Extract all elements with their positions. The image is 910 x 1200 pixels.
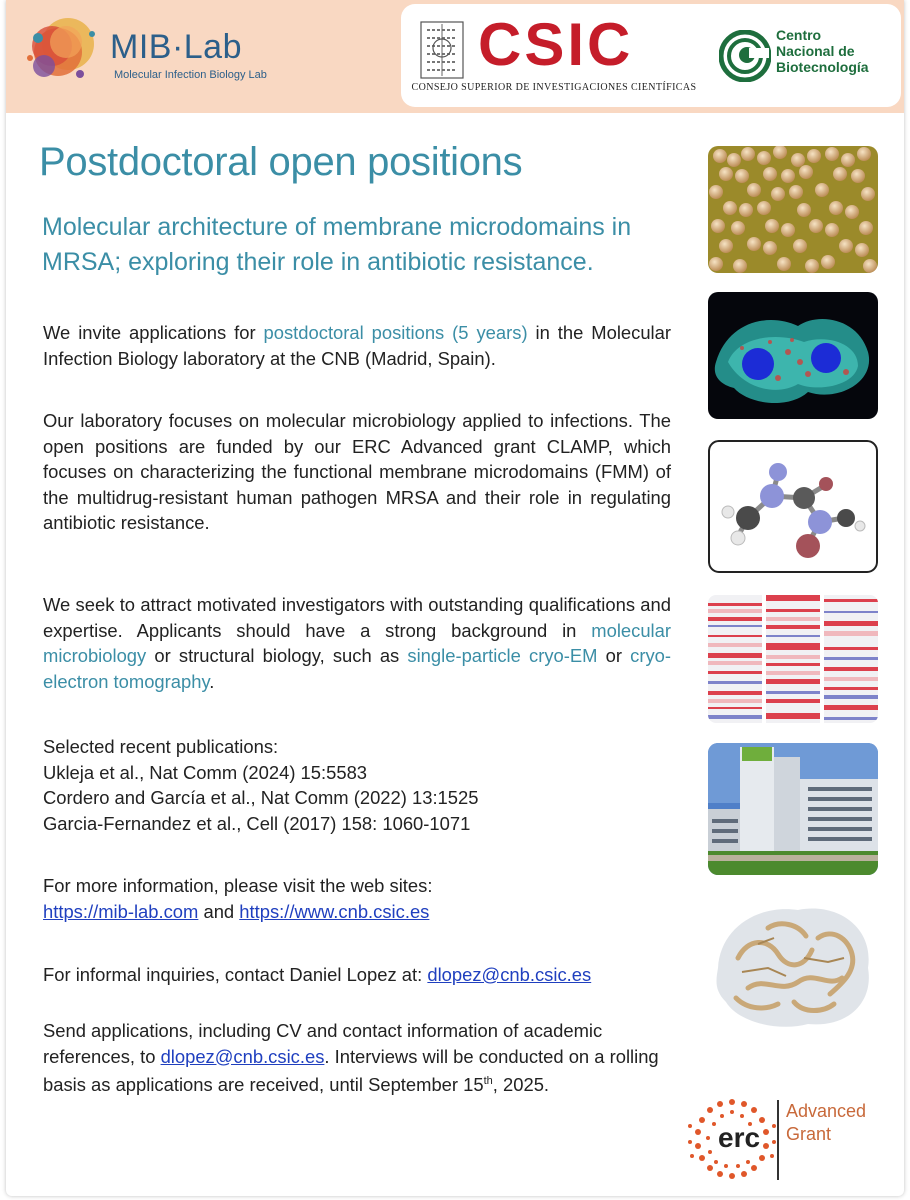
protein-structure-image: [708, 898, 878, 1032]
mib-lab-title: MIB·Lab: [110, 28, 242, 66]
req-text-2: or structural biology, such as: [146, 645, 408, 666]
info-and: and: [198, 900, 240, 922]
cnb-logo-icon: [719, 30, 771, 82]
req-text-4: .: [209, 670, 215, 692]
requirements-paragraph: [43, 592, 671, 694]
institution-logos: [401, 4, 901, 107]
req-text-1: We seek to attract motivated investigators with outstanding qualifications and expertise. Applicants should have a strong background in: [43, 594, 671, 641]
publication-item: Garcia-Fernandez et al., Cell (2017) 158: 1060-1071: [43, 812, 471, 834]
cnb-link[interactable]: https://www.cnb.csic.es: [239, 900, 430, 922]
csic-subtitle: CONSEJO SUPERIOR DE INVESTIGACIONES CIENTÍFICAS: [411, 82, 697, 93]
applications-email-link[interactable]: dlopez@cnb.csic.es: [160, 1045, 325, 1067]
lab-focus-paragraph: Our laboratory focuses on molecular microbiology applied to infections. The open positions are funded by our ERC Advanced grant CLAMP, which focuses on characterizing the functional membrane microdomains (FMM) of the multidrug-resistant human pathogen MRSA and their role in regulating antibiotic resistance.: [43, 410, 671, 533]
info-section: [43, 873, 683, 924]
erc-divider: [777, 1100, 779, 1180]
req-text-3: or: [597, 645, 631, 666]
publications-heading: Selected recent publications:: [43, 736, 279, 757]
heatmap-image: [708, 595, 878, 723]
erc-grant-label: [786, 1100, 866, 1146]
erc-line-2: Grant: [786, 1124, 832, 1144]
publication-item: Cordero and García et al., Nat Comm (2022) 13:1525: [43, 787, 479, 808]
inquiries-text: For informal inquiries, contact Daniel Lopez at:: [43, 964, 428, 985]
skill-cryo-em: single-particle cryo-EM: [407, 645, 598, 666]
mib-lab-link[interactable]: https://mib-lab.com: [43, 900, 199, 922]
applications-text-2: . Interviews will be conducted on a rolling basis as applications are received, until September 15: [43, 1045, 659, 1096]
date-superscript: th: [483, 1075, 493, 1087]
intro-text-2: in the Molecular Infection Biology laboratory at the CNB (Madrid, Spain).: [43, 322, 671, 369]
erc-advanced-grant-logo: [682, 1092, 882, 1184]
cnb-line-3: Biotecnología: [776, 59, 869, 75]
cnb-line-2: Nacional de: [776, 43, 855, 59]
bacteria-micrograph-image: [708, 146, 878, 273]
header-banner: [6, 0, 904, 113]
inquiries-section: [43, 962, 683, 988]
erc-wordmark: erc: [718, 1122, 761, 1153]
project-subtitle: Molecular architecture of membrane microdomains in MRSA; exploring their role in antibiotic resistance.: [42, 213, 632, 276]
molecule-model-image: [708, 440, 878, 573]
applications-text-1: Send applications, including CV and contact information of academic references, to: [43, 1020, 603, 1067]
intro-paragraph: [43, 320, 671, 371]
skill-molecular-microbiology: molecular microbiology: [43, 619, 671, 666]
csic-wordmark: CSIC: [478, 11, 634, 78]
inquiries-email-link[interactable]: dlopez@cnb.csic.es: [427, 964, 592, 985]
info-links: [43, 899, 683, 925]
mib-circles-icon: [22, 14, 104, 88]
poster: [6, 0, 904, 1196]
applications-text-3: , 2025.: [492, 1074, 550, 1096]
publications-section: [43, 734, 683, 836]
cnb-name: [776, 27, 869, 75]
applications-section: [43, 1018, 673, 1098]
mib-lab-subtitle: Molecular Infection Biology Lab: [114, 69, 267, 81]
mib-lab-logo: [22, 14, 282, 84]
csic-crest-icon: [417, 18, 467, 82]
erc-line-1: Advanced: [786, 1101, 867, 1121]
skill-cryo-et: cryo-electron tomography: [43, 645, 671, 692]
publication-item: Ukleja et al., Nat Comm (2024) 15:5583: [43, 761, 368, 783]
info-text: For more information, please visit the web sites:: [43, 875, 433, 896]
page-title: Postdoctoral open positions: [39, 140, 523, 184]
intro-text-1: We invite applications for: [43, 322, 264, 343]
position-highlight: postdoctoral positions (5 years): [263, 322, 528, 343]
cell-fluorescence-image: [708, 292, 878, 419]
cnb-building-image: [708, 743, 878, 875]
cnb-line-1: Centro: [776, 27, 822, 43]
